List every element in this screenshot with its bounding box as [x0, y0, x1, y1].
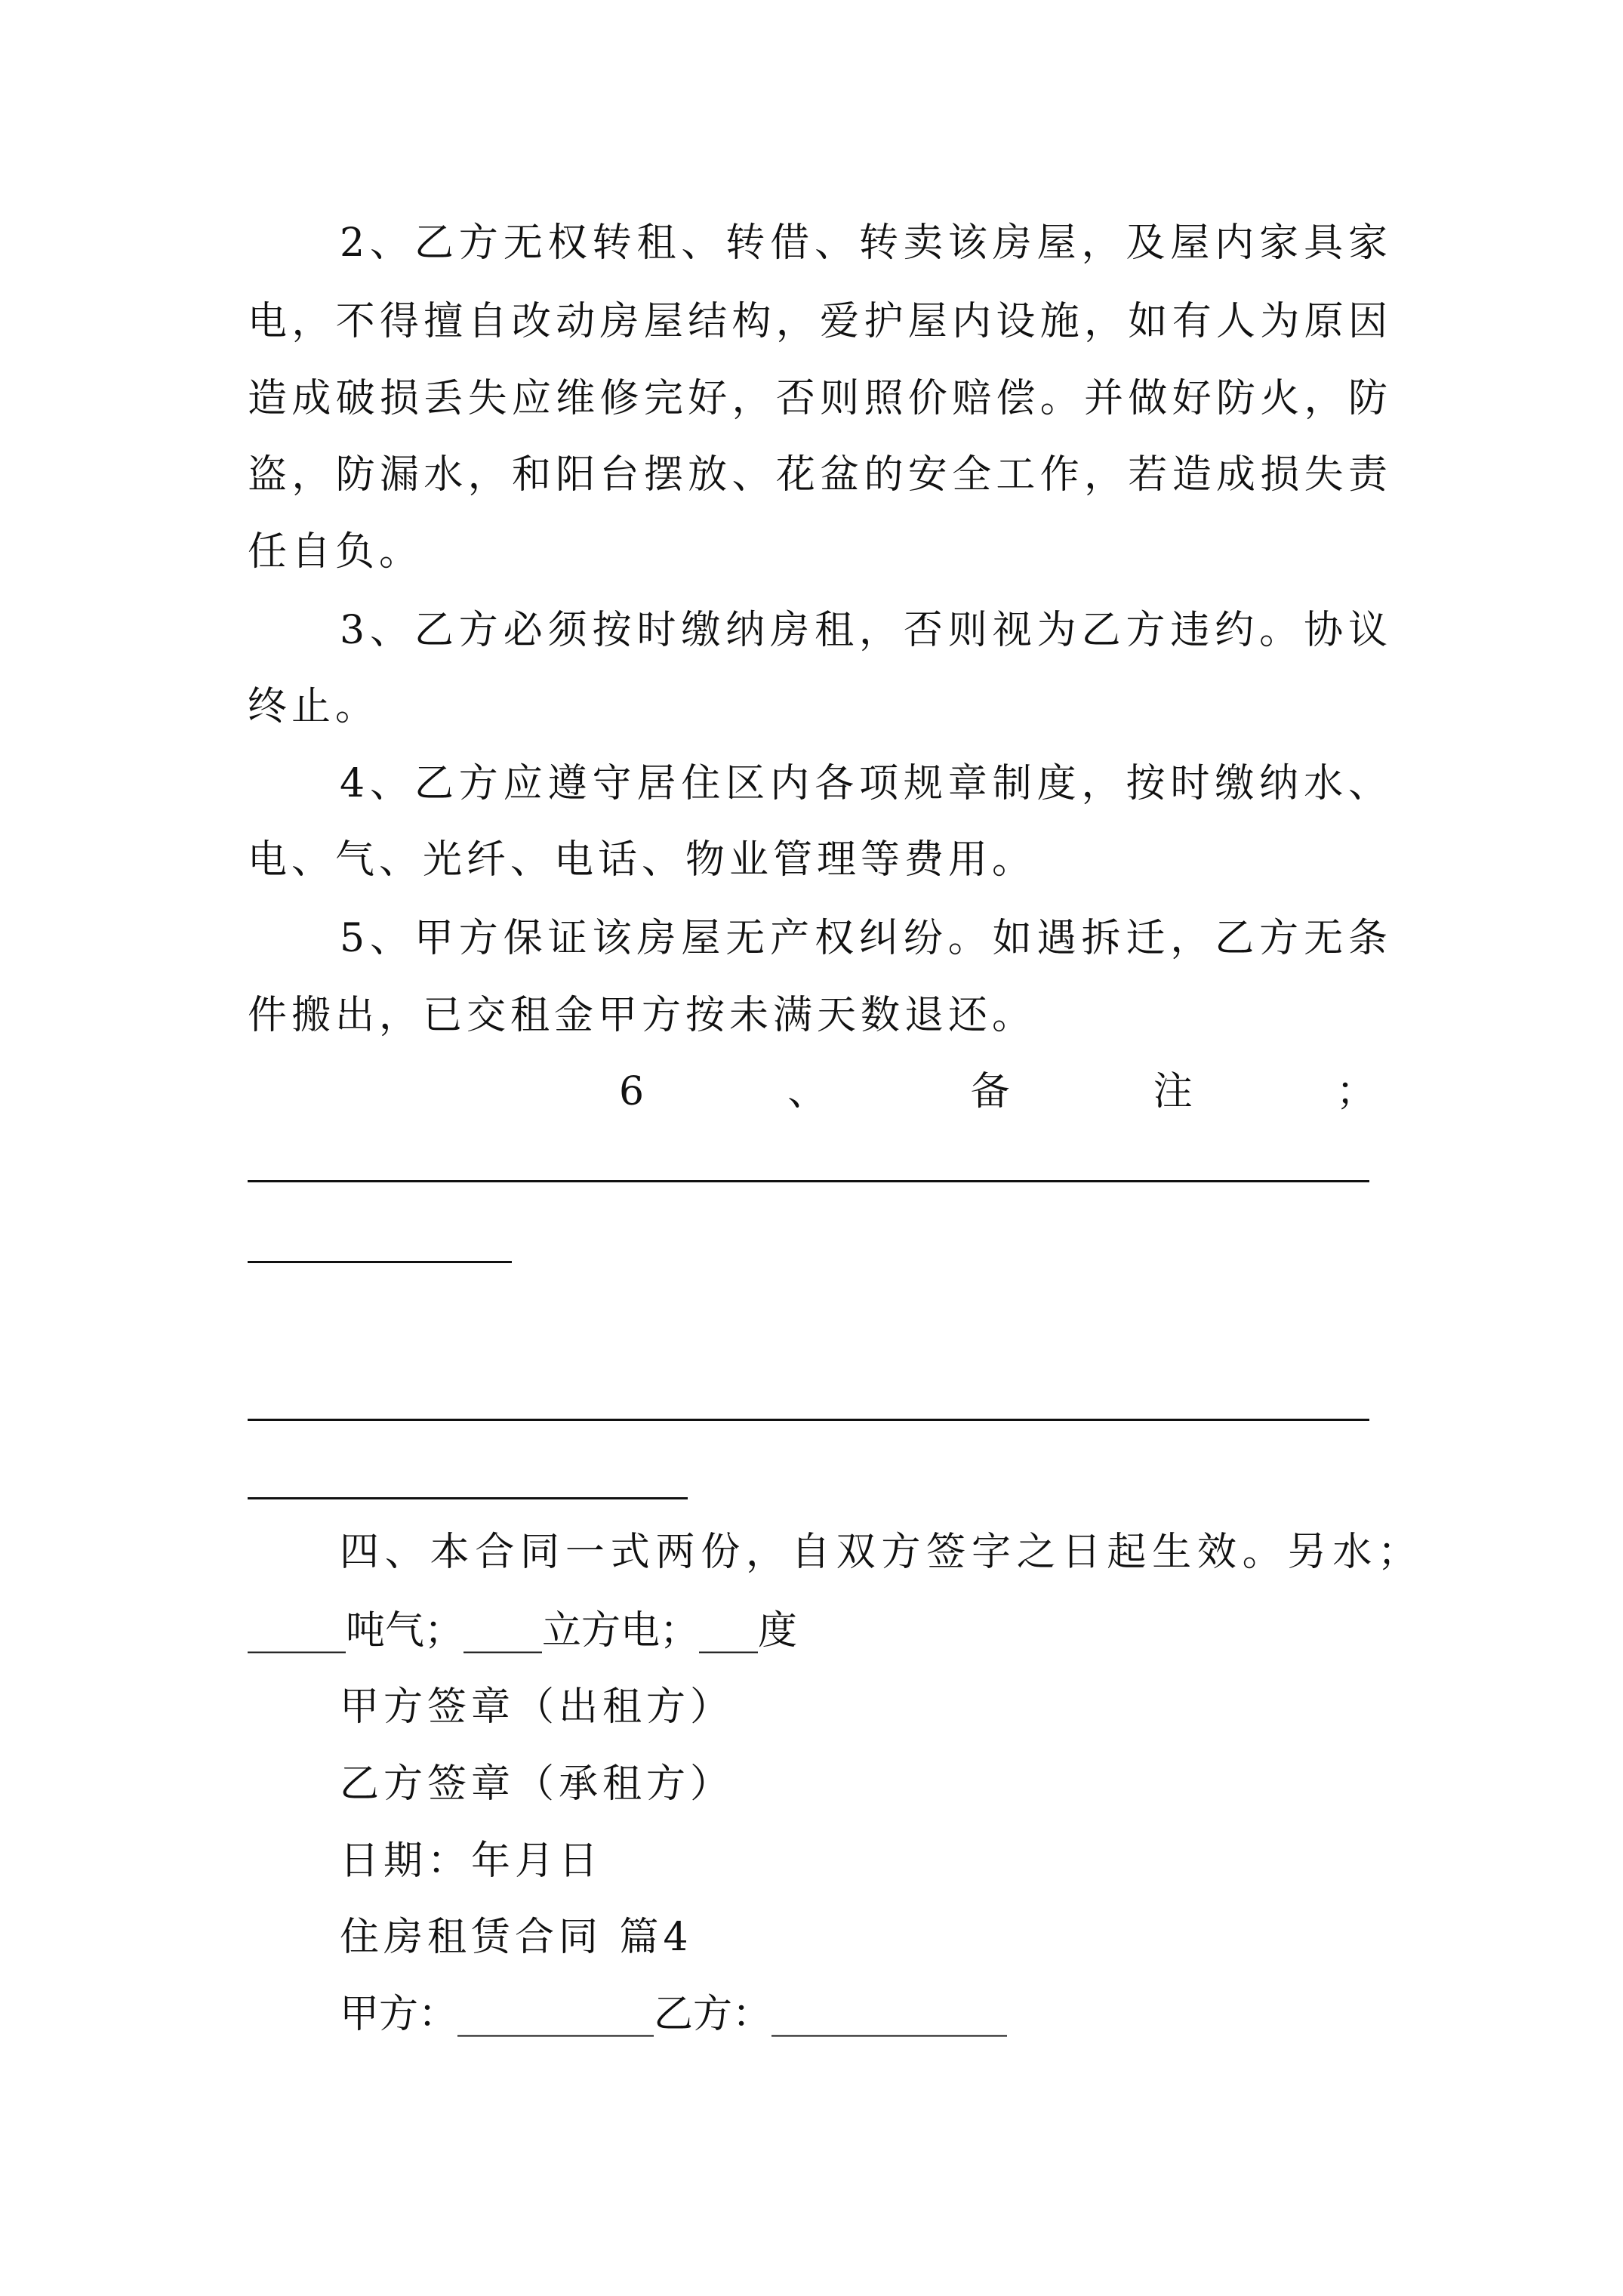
signature-date-label: 日期：年月日 — [340, 1838, 603, 1884]
clause-4-line-2: 电、气、光纤、电话、物业管理等费用。 — [248, 837, 1036, 883]
party-b-signature-label: 乙方签章（承租方） — [340, 1761, 735, 1807]
clause-3-line-2: 终止。 — [248, 684, 380, 729]
clause-2-line-1: 2、乙方无权转租、转借、转卖该房屋，及屋内家具家 — [340, 220, 1387, 266]
validity-line-2: _____吨气；____立方电；___度 — [248, 1608, 798, 1653]
clause-2-line-5: 任自负。 — [248, 529, 423, 575]
clause-4-line-1: 4、乙方应遵守居住区内各项规章制度，按时缴纳水、 — [340, 761, 1387, 806]
remarks-heading — [619, 1069, 1375, 1114]
clause-5-line-2: 件搬出，已交租金甲方按未满天数退还。 — [248, 993, 1036, 1038]
remarks-blank-rule — [248, 1497, 688, 1499]
remarks-heading-char: 、 — [787, 1069, 827, 1114]
clause-5-line-1: 5、甲方保证该房屋无产权纠纷。如遇拆迁，乙方无条 — [340, 916, 1387, 961]
next-contract-heading: 住房租赁合同 篇4 — [340, 1915, 693, 1960]
remarks-heading-char: ； — [1335, 1069, 1375, 1114]
clause-2-line-4: 盗，防漏水，和阳台摆放、花盆的安全工作，若造成损失责 — [248, 452, 1387, 498]
validity-line-1: 四、本合同一式两份，自双方签字之日起生效。另水； — [340, 1530, 1417, 1575]
remarks-heading-char: 注 — [1153, 1069, 1193, 1114]
clause-3-line-1: 3、乙方必须按时缴纳房租，否则视为乙方违约。协议 — [340, 608, 1387, 653]
party-a-signature-label: 甲方签章（出租方） — [340, 1684, 735, 1730]
parties-line: 甲方：__________乙方：____________ — [340, 1992, 1008, 2037]
remarks-blank-rule — [248, 1419, 1369, 1421]
remarks-blank-rule — [248, 1261, 512, 1263]
remarks-heading-char: 6 — [619, 1069, 645, 1114]
clause-2-line-3: 造成破损丢失应维修完好，否则照价赔偿。并做好防火，防 — [248, 376, 1387, 421]
clause-2-line-2: 电，不得擅自改动房屋结构，爱护屋内设施，如有人为原因 — [248, 299, 1387, 344]
remarks-blank-rule — [248, 1180, 1369, 1182]
remarks-heading-char: 备 — [970, 1069, 1010, 1114]
